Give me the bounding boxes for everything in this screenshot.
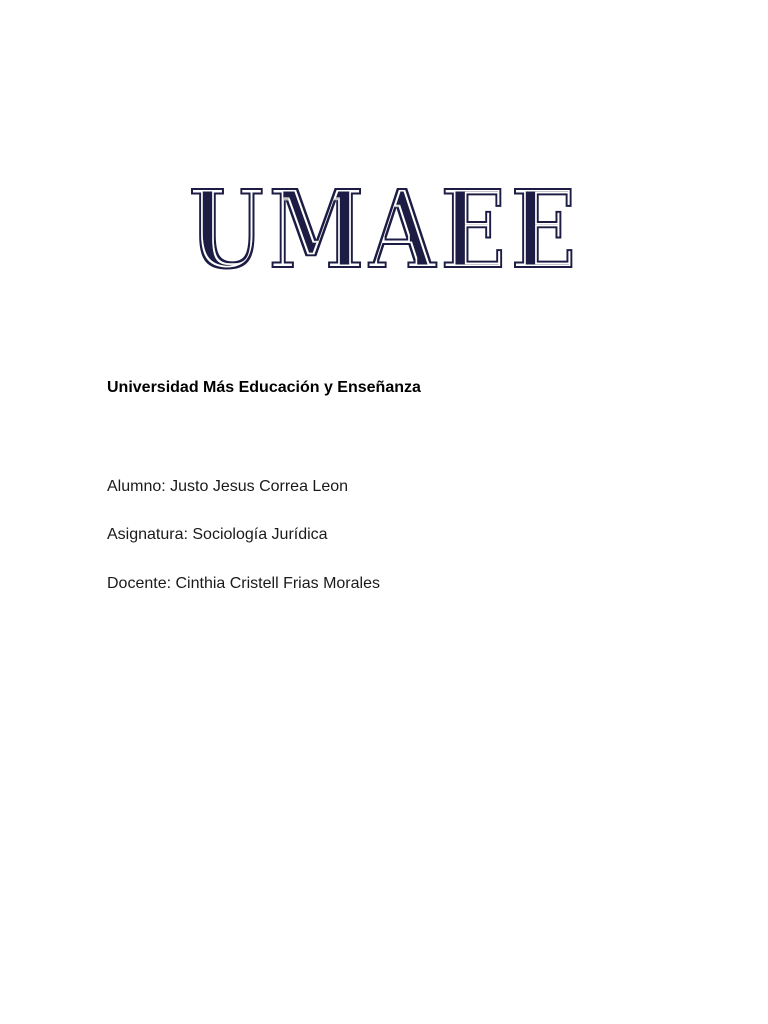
student-line: Alumno: Justo Jesus Correa Leon bbox=[107, 478, 349, 495]
teacher-line: Docente: Cinthia Cristell Frias Morales bbox=[107, 575, 380, 592]
logo-wordmark bbox=[184, 165, 584, 294]
subject-line: Asignatura: Sociología Jurídica bbox=[107, 526, 328, 543]
logo-text: UMAEE bbox=[188, 165, 580, 294]
university-name: Universidad Más Educación y Enseñanza bbox=[107, 379, 421, 396]
university-logo bbox=[0, 165, 768, 294]
